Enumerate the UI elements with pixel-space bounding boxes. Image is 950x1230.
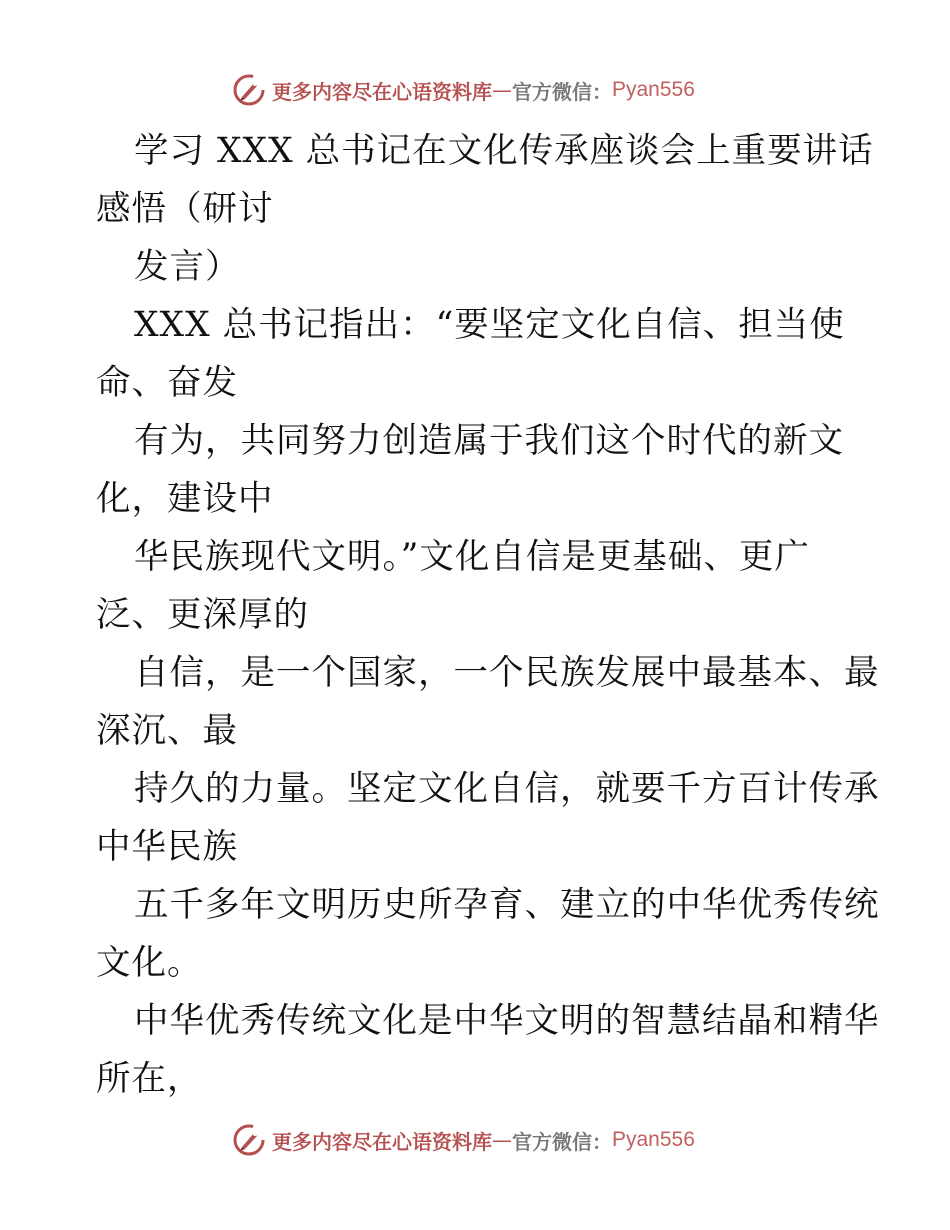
- paragraph-line: 五千多年文明历史所孕育、建立的中华优秀传统: [134, 885, 880, 925]
- paragraph-line: 所在，: [96, 1059, 203, 1099]
- title-line-1: 学习 XXX 总书记在文化传承座谈会上重要讲话: [134, 131, 874, 171]
- paragraph-line: 命、奋发: [96, 363, 238, 403]
- paragraph-line: 泛、更深厚的: [96, 595, 309, 635]
- paragraph-line: 深沉、最: [96, 711, 238, 751]
- paragraph-line: 华民族现代文明。”文化自信是更基础、更广: [134, 537, 810, 577]
- title-line-2: 感悟（研讨: [96, 189, 274, 229]
- banner-dash: —: [492, 78, 512, 102]
- banner-contact-label: 官方微信：: [512, 79, 612, 104]
- header-banner: [232, 70, 695, 110]
- banner-tagline: 更多内容尽在心语资料库: [272, 1129, 492, 1154]
- banner-tagline: 更多内容尽在心语资料库: [272, 79, 492, 104]
- paragraph-line: 中华民族: [96, 827, 238, 867]
- banner-contact-id: Pyan556: [612, 78, 695, 101]
- title-line-3: 发言）: [134, 247, 241, 287]
- pen-nib-logo-icon: [232, 1123, 266, 1157]
- banner-dash: —: [492, 1128, 512, 1152]
- paragraph-line: 有为，共同努力创造属于我们这个时代的新文: [134, 421, 844, 461]
- paragraph-line: 中华优秀传统文化是中华文明的智慧结晶和精华: [134, 1001, 880, 1041]
- banner-contact-id: Pyan556: [612, 1128, 695, 1151]
- footer-banner: [232, 1120, 695, 1160]
- paragraph-line: 自信，是一个国家，一个民族发展中最基本、最: [134, 653, 880, 693]
- paragraph-line: 化，建设中: [96, 479, 274, 519]
- paragraph-line: 文化。: [96, 943, 203, 983]
- paragraph-line: XXX 总书记指出：“要坚定文化自信、担当使: [134, 305, 845, 345]
- pen-nib-logo-icon: [232, 73, 266, 107]
- banner-contact-label: 官方微信：: [512, 1129, 612, 1154]
- paragraph-line: 持久的力量。坚定文化自信，就要千方百计传承: [134, 769, 880, 809]
